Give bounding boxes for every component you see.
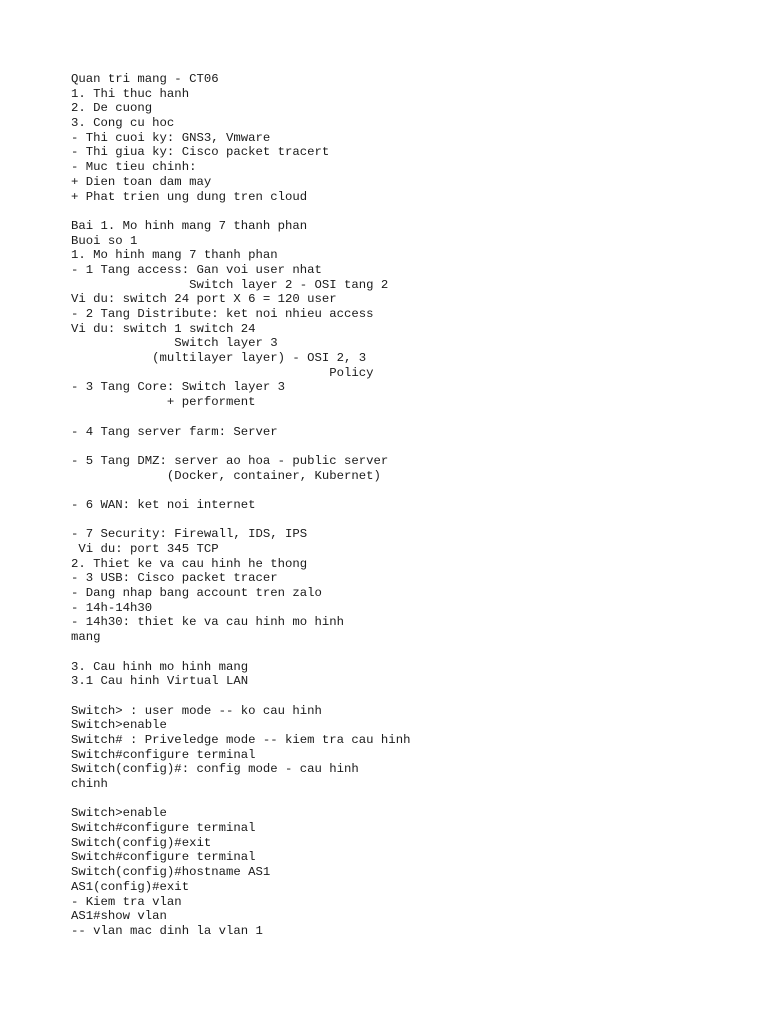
document-line: - 2 Tang Distribute: ket noi nhieu access bbox=[71, 307, 374, 321]
document-line: Switch# : Priveledge mode -- kiem tra cau hinh bbox=[71, 732, 411, 747]
document-line: + performent bbox=[71, 395, 256, 410]
document-line: Switch(config)#hostname AS1 bbox=[71, 865, 271, 880]
document-line: 3. Cau hinh mo hinh mang bbox=[71, 659, 249, 674]
document-line: chinh bbox=[71, 777, 108, 791]
document-line: - 14h-14h30 bbox=[71, 600, 153, 615]
document-line: -- vlan mac dinh la vlan 1 bbox=[71, 923, 263, 938]
document-line: 1. Mo hinh mang 7 thanh phan bbox=[71, 248, 278, 263]
document-line: Switch>enable bbox=[71, 806, 167, 821]
document-line: - 3 Tang Core: Switch layer 3 bbox=[71, 380, 286, 395]
document-line bbox=[71, 410, 751, 425]
document-line: Switch>enable bbox=[71, 718, 167, 733]
document-line bbox=[71, 645, 751, 660]
document-line: - 7 Security: Firewall, IDS, IPS bbox=[71, 527, 308, 542]
document-line: - Dang nhap bang account tren zalo bbox=[71, 586, 322, 601]
document-line: Switch(config)#: config mode - cau hinh bbox=[71, 762, 359, 777]
document-line bbox=[71, 204, 751, 219]
document-line: Switch(config)#exit bbox=[71, 835, 212, 850]
document-line: - Kiem tra vlan bbox=[71, 894, 182, 909]
document-line: Switch layer 2 - OSI tang 2 bbox=[71, 277, 389, 292]
document-line: - 1 Tang access: Gan voi user nhat bbox=[71, 262, 322, 277]
document-line: Switch> : user mode -- ko cau hinh bbox=[71, 703, 322, 718]
document-line: - 3 USB: Cisco packet tracer bbox=[71, 571, 278, 586]
document-line: Quan tri mang - CT06 bbox=[71, 72, 219, 86]
document-line: Switch#configure terminal bbox=[71, 821, 256, 836]
document-line bbox=[71, 483, 751, 498]
document-line bbox=[71, 439, 751, 454]
document-line: AS1(config)#exit bbox=[71, 879, 190, 894]
document-line: Buoi so 1 bbox=[71, 233, 138, 248]
document-line: Switch layer 3 bbox=[71, 336, 278, 351]
document-line: 2. De cuong bbox=[71, 101, 153, 116]
document-line: Policy bbox=[71, 365, 374, 380]
document-line: Switch#configure terminal bbox=[71, 747, 256, 762]
document-line bbox=[71, 689, 751, 704]
document-line: Vi du: port 345 TCP bbox=[71, 542, 219, 556]
document-line: - 4 Tang server farm: Server bbox=[71, 424, 278, 439]
document-line: (multilayer layer) - OSI 2, 3 bbox=[71, 351, 367, 366]
document-line: Switch#configure terminal bbox=[71, 850, 256, 865]
document-line: - 14h30: thiet ke va cau hinh mo hinh bbox=[71, 615, 345, 630]
document-line: - Thi giua ky: Cisco packet tracert bbox=[71, 145, 330, 160]
document-line: + Dien toan dam may bbox=[71, 174, 212, 189]
document-line: + Phat trien ung dung tren cloud bbox=[71, 189, 308, 204]
document-line: Vi du: switch 24 port X 6 = 120 user bbox=[71, 292, 337, 307]
document-page bbox=[71, 72, 751, 939]
document-line: (Docker, container, Kubernet) bbox=[71, 468, 381, 483]
document-line: - Muc tieu chinh: bbox=[71, 160, 197, 175]
document-line: 3.1 Cau hinh Virtual LAN bbox=[71, 674, 249, 689]
document-line: Bai 1. Mo hinh mang 7 thanh phan bbox=[71, 218, 308, 233]
document-line: - 6 WAN: ket noi internet bbox=[71, 497, 256, 512]
document-line: - Thi cuoi ky: GNS3, Vmware bbox=[71, 130, 271, 145]
document-line: 3. Cong cu hoc bbox=[71, 116, 175, 131]
document-line: - 5 Tang DMZ: server ao hoa - public server bbox=[71, 453, 389, 468]
document-line: Vi du: switch 1 switch 24 bbox=[71, 321, 256, 336]
document-line bbox=[71, 792, 751, 807]
document-line: 1. Thi thuc hanh bbox=[71, 86, 190, 101]
document-line bbox=[71, 513, 751, 528]
document-line: 2. Thiet ke va cau hinh he thong bbox=[71, 556, 308, 571]
document-line: mang bbox=[71, 630, 101, 645]
document-line: AS1#show vlan bbox=[71, 909, 167, 924]
